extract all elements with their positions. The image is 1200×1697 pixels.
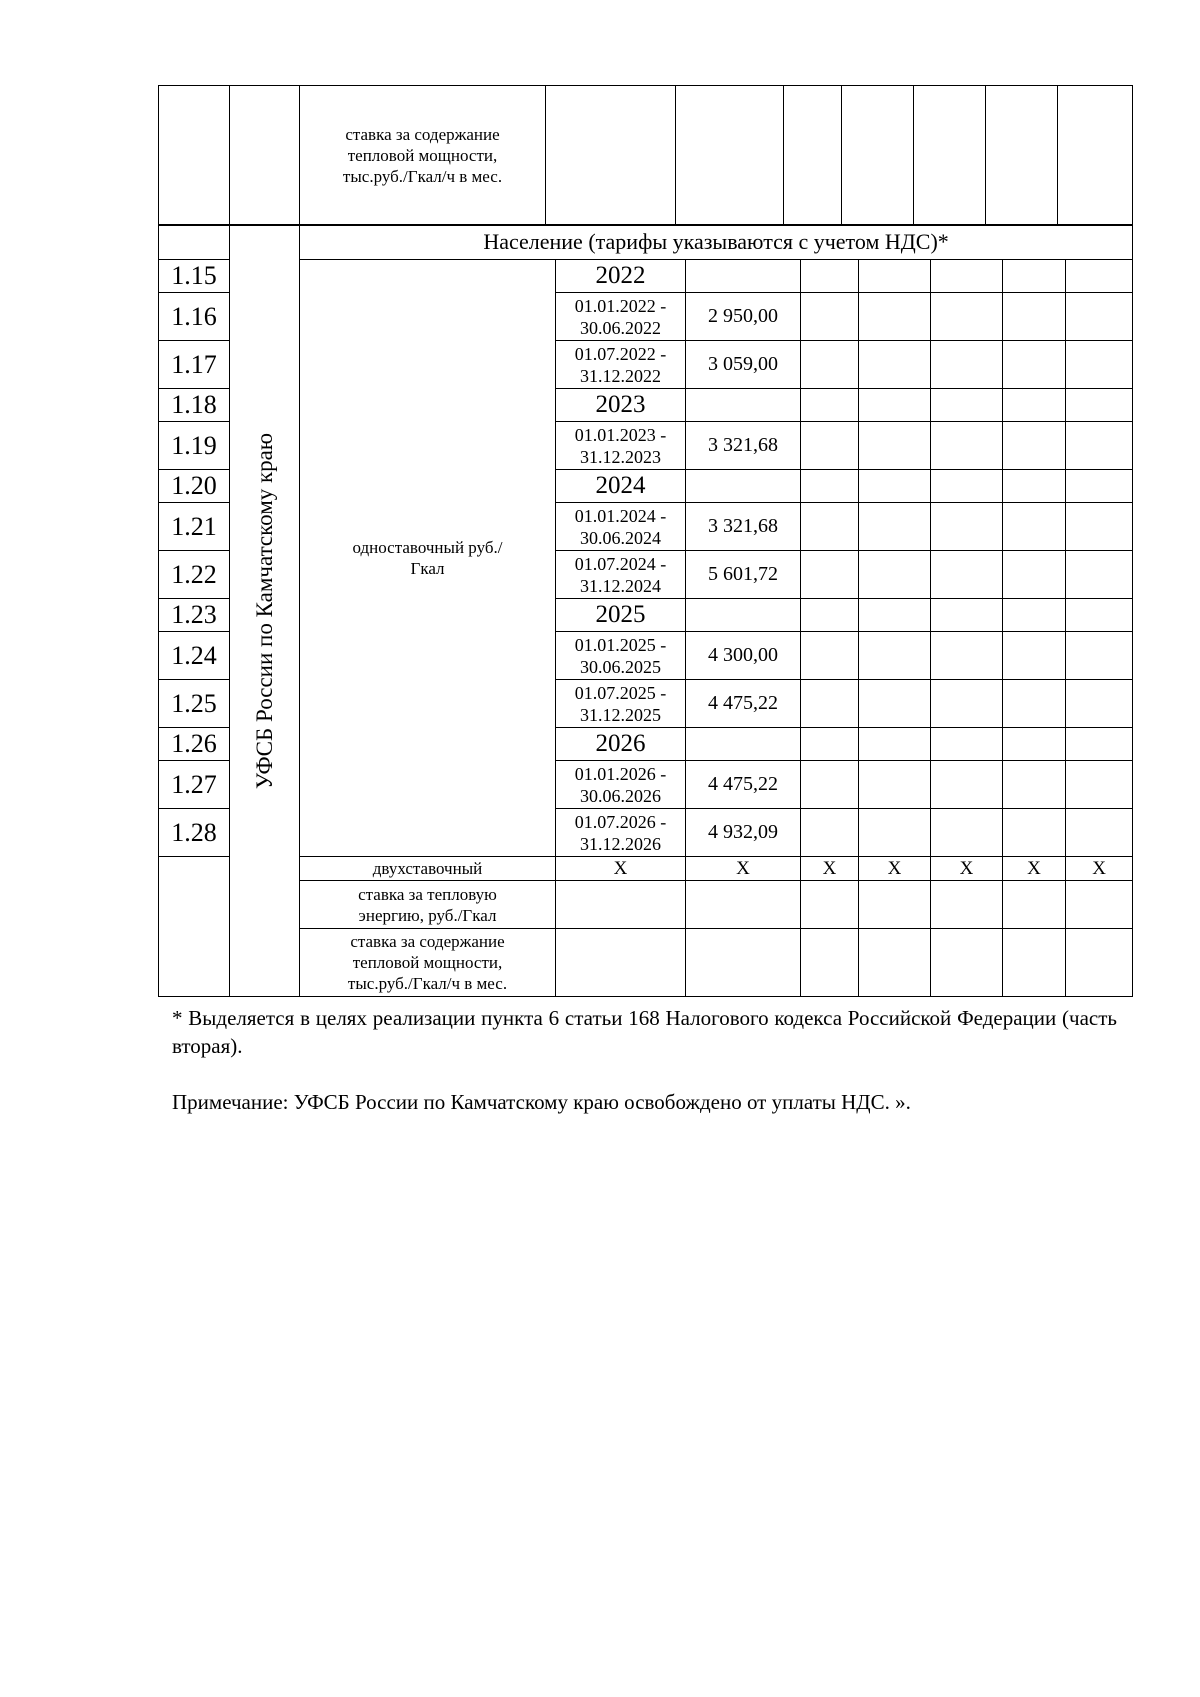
year-cell: 2024 [556,470,686,503]
cell [931,809,1003,857]
year-cell: 2022 [556,260,686,293]
capacity-rate-label: ставка за содержание тепловой мощности, тыс.руб./Гкал/ч в мес. [300,86,546,226]
two-rate-label: двухставочный [300,857,556,881]
period-cell: 01.01.2023 - 31.12.2023 [556,422,686,470]
row-number: 1.28 [159,809,230,857]
period-cell: 01.01.2024 - 30.06.2024 [556,503,686,551]
tariff-value: 4 475,22 [686,680,801,728]
cell [801,632,859,680]
cell [859,551,931,599]
cell [1003,809,1066,857]
cell [1003,881,1066,929]
cell [801,503,859,551]
cell [931,632,1003,680]
cell [801,728,859,761]
row-number: 1.24 [159,632,230,680]
cell [931,293,1003,341]
x-mark: X [1003,857,1066,881]
cell [1003,260,1066,293]
cell [914,86,986,226]
cell [1003,761,1066,809]
cell [859,881,931,929]
cell [1003,929,1066,997]
heat-energy-rate-label: ставка за тепловую энергию, руб./Гкал [300,881,556,929]
tariff-table [158,224,1133,997]
cell [859,929,931,997]
cell [842,86,914,226]
tariff-value [686,470,801,503]
tariff-value: 4 932,09 [686,809,801,857]
cell [1066,599,1133,632]
cell [1066,881,1133,929]
cell [1003,503,1066,551]
x-mark: X [859,857,931,881]
cell [859,680,931,728]
organization-cell [230,225,300,997]
cell [859,761,931,809]
cell [686,881,801,929]
cell [859,632,931,680]
cell [931,599,1003,632]
top-table-fragment [158,85,1133,226]
period-cell: 01.01.2025 - 30.06.2025 [556,632,686,680]
cell [1066,389,1133,422]
row-number: 1.20 [159,470,230,503]
cell [931,422,1003,470]
x-mark: X [1066,857,1133,881]
cell [859,599,931,632]
cell [1066,929,1133,997]
cell [1066,632,1133,680]
cell [159,857,230,997]
cell [931,728,1003,761]
cell [801,551,859,599]
cell [1066,761,1133,809]
cell [1003,551,1066,599]
cell [859,389,931,422]
table-row [159,929,1133,997]
cell [931,761,1003,809]
cell [1003,728,1066,761]
cell [1066,422,1133,470]
cell [1066,293,1133,341]
cell [801,599,859,632]
cell [931,260,1003,293]
cell [931,470,1003,503]
cell [784,86,842,226]
tariff-value: 3 059,00 [686,341,801,389]
one-rate-label: одноставочный руб./Гкал [300,260,556,857]
row-number: 1.17 [159,341,230,389]
row-number: 1.25 [159,680,230,728]
cell [931,929,1003,997]
row-number: 1.26 [159,728,230,761]
cell [1066,551,1133,599]
tariff-value: 3 321,68 [686,422,801,470]
tariff-value [686,389,801,422]
cell [1066,341,1133,389]
capacity-rate-label: ставка за содержание тепловой мощности, тыс.руб./Гкал/ч в мес. [300,929,556,997]
period-cell: 01.07.2024 - 31.12.2024 [556,551,686,599]
cell [159,86,230,226]
cell [801,881,859,929]
cell [686,929,801,997]
cell [556,881,686,929]
footnote: * Выделяется в целях реализации пункта 6 статьи 168 Налогового кодекса Российской Федерации (часть вторая). [172,1006,1117,1058]
year-cell: 2025 [556,599,686,632]
x-mark: X [686,857,801,881]
cell [859,260,931,293]
period-cell: 01.01.2026 - 30.06.2026 [556,761,686,809]
row-number: 1.22 [159,551,230,599]
cell [1003,599,1066,632]
cell [801,929,859,997]
tariff-value: 4 300,00 [686,632,801,680]
organization-name: УФСБ России по Камчатскому краю [251,432,277,789]
cell [801,470,859,503]
cell [1066,680,1133,728]
x-mark: X [556,857,686,881]
cell [801,809,859,857]
cell [931,341,1003,389]
cell [801,680,859,728]
cell [1003,341,1066,389]
cell [230,86,300,226]
tariff-value: 4 475,22 [686,761,801,809]
cell [859,422,931,470]
row-number: 1.23 [159,599,230,632]
period-cell: 01.07.2025 - 31.12.2025 [556,680,686,728]
cell [931,551,1003,599]
tariff-value: 3 321,68 [686,503,801,551]
cell [556,929,686,997]
tariff-value [686,260,801,293]
cell [801,341,859,389]
tariff-value [686,599,801,632]
cell [1003,680,1066,728]
cell [1003,389,1066,422]
period-cell: 01.07.2026 - 31.12.2026 [556,809,686,857]
section-header: Население (тарифы указываются с учетом НДС)* [300,225,1133,260]
cell [801,389,859,422]
row-number: 1.27 [159,761,230,809]
cell [1058,86,1133,226]
x-mark: X [931,857,1003,881]
cell [1003,632,1066,680]
cell [801,260,859,293]
cell [931,503,1003,551]
row-number: 1.21 [159,503,230,551]
cell [159,225,230,260]
x-mark: X [801,857,859,881]
cell [931,389,1003,422]
tariff-value: 2 950,00 [686,293,801,341]
year-cell: 2026 [556,728,686,761]
cell [986,86,1058,226]
cell [801,422,859,470]
tariff-value [686,728,801,761]
period-cell: 01.07.2022 - 31.12.2022 [556,341,686,389]
cell [859,341,931,389]
cell [1066,470,1133,503]
cell [1066,260,1133,293]
cell [1003,470,1066,503]
cell [859,503,931,551]
row-number: 1.18 [159,389,230,422]
note: Примечание: УФСБ России по Камчатскому краю освобождено от уплаты НДС. ». [172,1090,911,1114]
cell [1066,503,1133,551]
cell [859,728,931,761]
tariff-value: 5 601,72 [686,551,801,599]
cell [931,881,1003,929]
cell [931,680,1003,728]
cell [676,86,784,226]
table-row [159,260,1133,293]
cell [1066,728,1133,761]
row-number: 1.19 [159,422,230,470]
period-cell: 01.01.2022 - 30.06.2022 [556,293,686,341]
year-cell: 2023 [556,389,686,422]
cell [859,809,931,857]
cell [859,293,931,341]
cell [1066,809,1133,857]
table-row [159,881,1133,929]
row-number: 1.15 [159,260,230,293]
table-row [159,857,1133,881]
cell [859,470,931,503]
cell [546,86,676,226]
cell [1003,422,1066,470]
cell [801,761,859,809]
cell [1003,293,1066,341]
cell [801,293,859,341]
row-number: 1.16 [159,293,230,341]
